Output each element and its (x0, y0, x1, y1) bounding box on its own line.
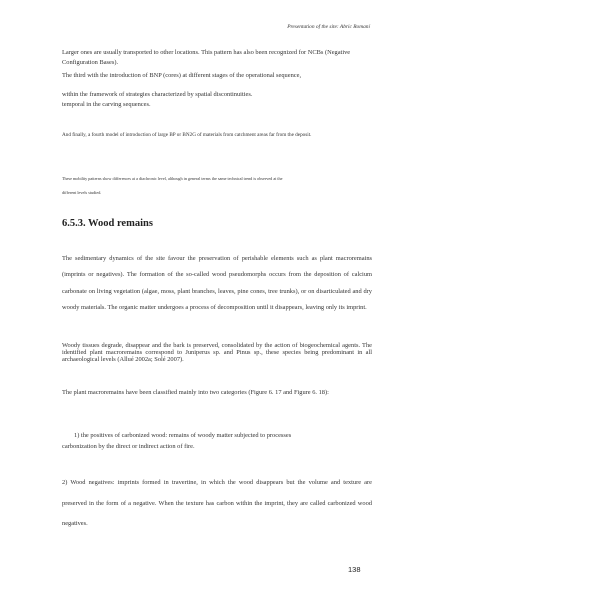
section-paragraph-3: The plant macroremains have been classified mainly into two categories (Figure 6. 17 and Figure 6. 18): (62, 389, 329, 396)
section-paragraph-2: Woody tissues degrade, disappear and the bark is preserved, consolidated by the action of biogeochemical agents. The identified plant macroremains correspond to Juniperus sp. and Pinus sp., these species being predominant in all archaeological levels (Allué 2002a; Solé 2007). (62, 342, 372, 364)
intro-paragraph-2: The third with the introduction of BNP (cores) at different stages of the operational sequence, (62, 72, 302, 79)
intro-paragraph-1: Larger ones are usually transported to other locations. This pattern has also been recognized for NCBs (Negative Configuration Bases). (62, 49, 351, 66)
intro-paragraph-4: And finally, a fourth model of introduction of large BP or BN2G of materials from catchment areas far from the deposit. (62, 132, 312, 138)
intro-paragraph-5a: These mobility patterns show differences at a diachronic level, although in general terms the same technical trend is observed at the (62, 176, 283, 181)
running-header: Presentation of the site: Abric Romaní (287, 24, 370, 30)
intro-paragraph-3a: within the framework of strategies characterized by spatial discontinuities. (62, 91, 253, 98)
intro-paragraph-3b: temporal in the carving sequences. (62, 101, 151, 108)
section-paragraph-1: The sedimentary dynamics of the site favour the preservation of perishable elements such as plant macroremains (imprints or negatives). The formation of the so-called wood pseudomorphs occurs from the deposition of calcium carbonate on living vegetation (algae, moss, plant branches, leaves, pine cones, tree trunks), or on disarticulated and dry woody materials. The organic matter undergoes a process of decomposition until it disappears, leaving only its imprint. (62, 255, 372, 312)
list-item-2: 2) Wood negatives: imprints formed in travertine, in which the wood disappears but the volume and texture are preserved in the form of a negative. When the texture has carbon within the imprint, they are called carbonized wood negatives. (62, 479, 372, 527)
intro-paragraph-5b: different levels studied. (62, 190, 102, 195)
list-item-1a: 1) the positives of carbonized wood: remains of woody matter subjected to processes (74, 432, 292, 439)
page-number: 138 (348, 565, 361, 574)
list-item-1b: carbonization by the direct or indirect action of fire. (62, 443, 195, 450)
section-heading: 6.5.3. Wood remains (62, 218, 153, 229)
